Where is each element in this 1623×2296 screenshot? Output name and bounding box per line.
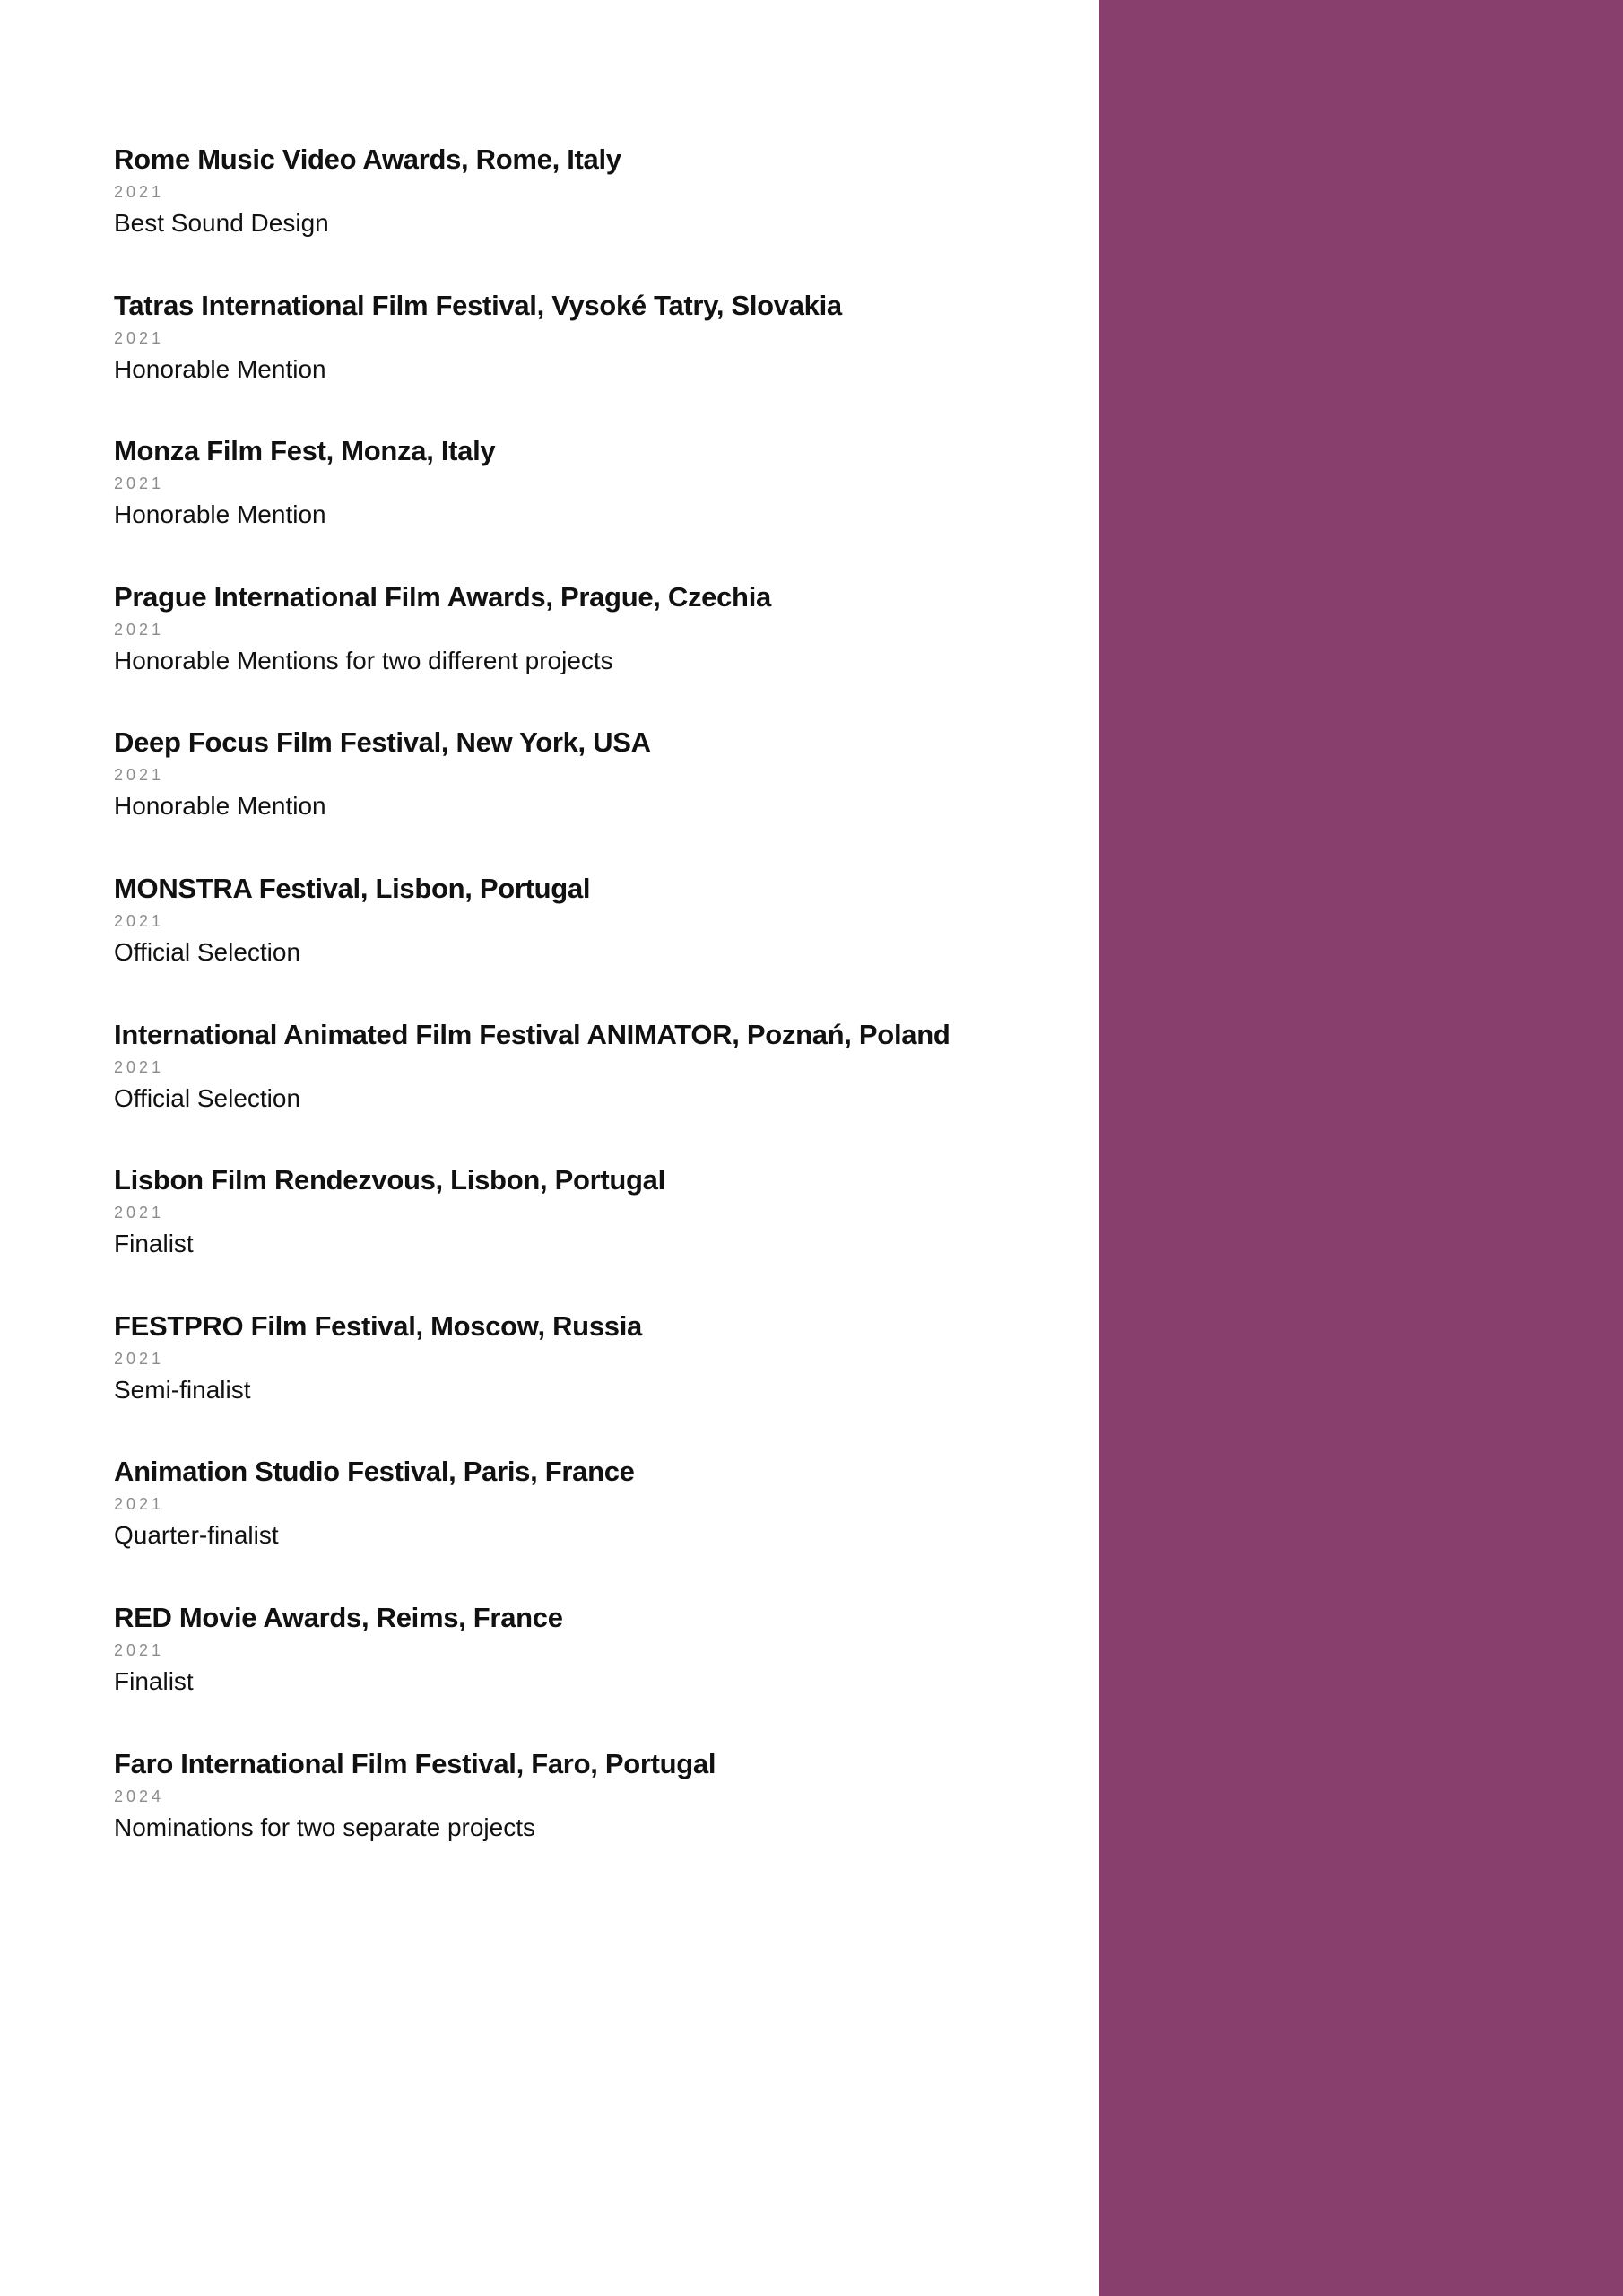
award-title: FESTPRO Film Festival, Moscow, Russia xyxy=(114,1309,642,1342)
award-title: Tatras International Film Festival, Vysoké Tatry, Slovakia xyxy=(114,289,842,321)
award-year: 2021 xyxy=(114,328,165,347)
award-result: Best Sound Design xyxy=(114,209,329,237)
award-title: International Animated Film Festival ANIMATOR, Poznań, Poland xyxy=(114,1018,950,1050)
award-year: 2024 xyxy=(114,1787,165,1805)
award-year: 2021 xyxy=(114,1204,165,1222)
award-year: 2021 xyxy=(114,766,165,785)
awards-list xyxy=(114,140,1064,1890)
award-result: Honorable Mentions for two different projects xyxy=(114,646,613,674)
award-title: Deep Focus Film Festival, New York, USA xyxy=(114,726,651,759)
award-title: RED Movie Awards, Reims, France xyxy=(114,1601,563,1633)
award-year: 2021 xyxy=(114,1640,165,1659)
award-result: Quarter-finalist xyxy=(114,1521,279,1550)
award-year: 2021 xyxy=(114,183,165,201)
award-result: Official Selection xyxy=(114,1083,301,1112)
award-title: Prague International Film Awards, Prague, Czechia xyxy=(114,580,771,613)
award-year: 2021 xyxy=(114,474,165,493)
award-year: 2021 xyxy=(114,1349,165,1368)
award-entry xyxy=(114,1744,1064,1891)
award-title: Faro International Film Festival, Faro, Portugal xyxy=(114,1747,716,1779)
award-entry xyxy=(114,1161,1064,1307)
award-year: 2021 xyxy=(114,911,165,930)
award-entry xyxy=(114,431,1064,578)
award-entry xyxy=(114,1015,1064,1161)
award-entry xyxy=(114,1307,1064,1453)
award-entry xyxy=(114,723,1064,869)
award-result: Official Selection xyxy=(114,937,301,966)
award-result: Finalist xyxy=(114,1230,194,1258)
award-result: Honorable Mention xyxy=(114,500,326,529)
award-entry xyxy=(114,578,1064,724)
award-result: Semi-finalist xyxy=(114,1375,251,1404)
award-year: 2021 xyxy=(114,1495,165,1514)
award-year: 2021 xyxy=(114,620,165,639)
award-year: 2021 xyxy=(114,1057,165,1076)
award-entry xyxy=(114,140,1064,286)
award-result: Finalist xyxy=(114,1666,194,1695)
award-title: Monza Film Fest, Monza, Italy xyxy=(114,435,496,467)
award-entry xyxy=(114,869,1064,1015)
award-entry xyxy=(114,286,1064,432)
award-entry xyxy=(114,1452,1064,1598)
sidebar-panel xyxy=(1099,0,1623,2296)
award-entry xyxy=(114,1598,1064,1744)
award-title: MONSTRA Festival, Lisbon, Portugal xyxy=(114,872,591,904)
award-title: Rome Music Video Awards, Rome, Italy xyxy=(114,144,621,175)
award-title: Lisbon Film Rendezvous, Lisbon, Portugal xyxy=(114,1164,665,1196)
award-title: Animation Studio Festival, Paris, France xyxy=(114,1456,635,1488)
award-result: Honorable Mention xyxy=(114,792,326,821)
award-result: Honorable Mention xyxy=(114,354,326,383)
award-result: Nominations for two separate projects xyxy=(114,1813,535,1841)
